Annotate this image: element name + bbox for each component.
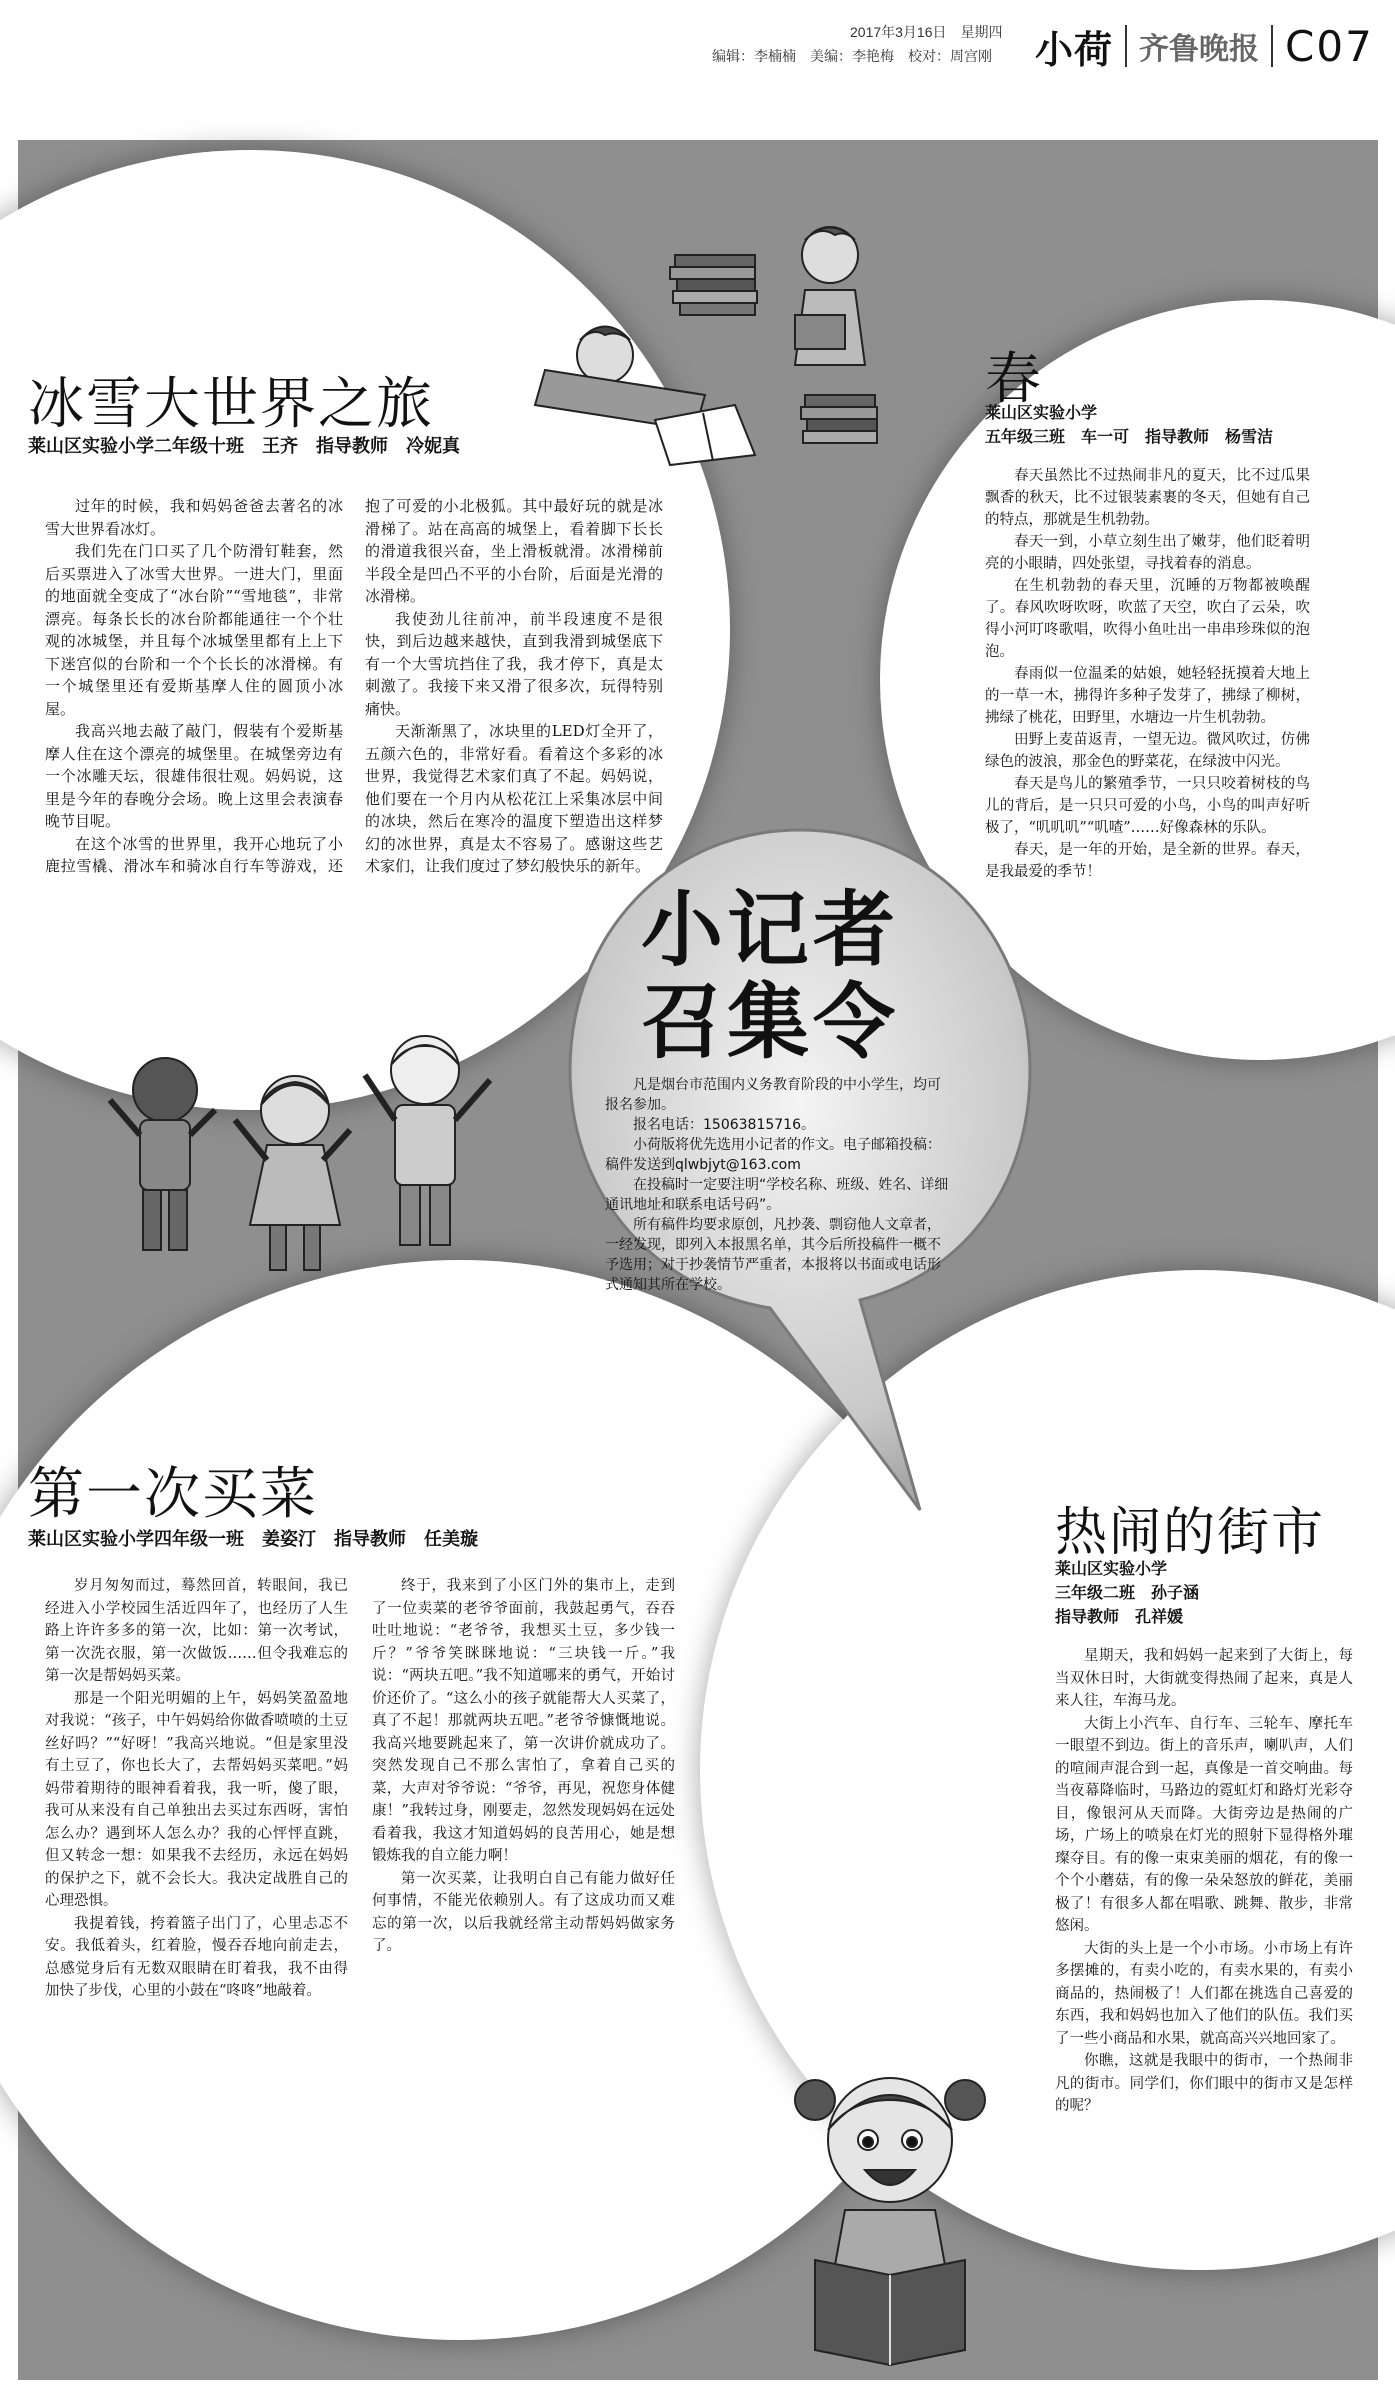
article-byline-spring-author: 五年级三班 车一可 指导教师 杨雪洁 bbox=[985, 427, 1274, 446]
notice-paragraph: 凡是烟台市范围内义务教育阶段的中小学生，均可报名参加。 bbox=[605, 1077, 941, 1113]
article-byline-groceries: 莱山区实验小学四年级一班 姜姿汀 指导教师 任美璇 bbox=[28, 1529, 478, 1550]
recruitment-title-line2: 召集令 bbox=[640, 975, 899, 1070]
newspaper-logo: 齐鲁晚报 bbox=[1139, 32, 1260, 67]
paragraph: 春天一到，小草立刻生出了嫩芽，他们眨着明亮的小眼睛，四处张望，寻找着春的消息。 bbox=[985, 534, 1310, 572]
paragraph: 春雨似一位温柔的姑娘，她轻轻抚摸着大地上的一草一木，拂得许多种子发芽了，拂绿了柳树，拂绿了桃花，田野里，水塘边一片生机勃勃。 bbox=[985, 666, 1310, 726]
paragraph: 在这个冰雪的世界里，我开心地玩了小鹿拉雪橇、滑冰车和骑冰自行车等游戏，还抱了可爱的小北极狐。其中最好玩的就是冰滑梯了。站在高高的城堡上，看着脚下长长的滑道我很兴奋，坐上滑板就滑。冰滑梯前半段全是凹凸不平的小台阶，后面是光滑的冰滑梯。 bbox=[45, 497, 663, 875]
article-byline-street-teacher: 指导教师 孔祥媛 bbox=[1055, 1607, 1184, 1626]
paragraph: 我们先在门口买了几个防滑钉鞋套，然后买票进入了冰雪大世界。一进大门，里面的地面就全变成了“冰台阶”“雪地毯”，非常漂亮。每条长长的冰台阶都能通往一个个壮观的冰城堡，并且每个冰城堡里都有上上下下迷宫似的台阶和一个个长长的冰滑梯。有一个城堡里还有爱斯基摩人住的圆顶小冰屋。 bbox=[45, 542, 343, 718]
page-number: C07 bbox=[1285, 21, 1374, 71]
masthead bbox=[1035, 20, 1374, 72]
notice-paragraph: 所有稿件均要求原创，凡抄袭、剽窃他人文章者，一经发现，即列入本报黑名单，其今后所投稿件一概不予选用；对于抄袭情节严重者，本报将以书面或电话形式通知其所在学校。 bbox=[605, 1217, 941, 1293]
paragraph: 春天虽然比不过热闹非凡的夏天，比不过瓜果飘香的秋天，比不过银装素裹的冬天，但她有自己的特点，那就是生机勃勃。 bbox=[985, 468, 1310, 528]
masthead-divider bbox=[1271, 25, 1273, 67]
article-title-street: 热闹的街市 bbox=[1055, 1503, 1326, 1563]
paragraph: 你瞧，这就是我眼中的街市，一个热闹非凡的街市。同学们，你们眼中的街市又是怎样的呢？ bbox=[1055, 2053, 1353, 2114]
article-byline-street-class: 三年级二班 孙子涵 bbox=[1055, 1583, 1200, 1602]
recruitment-notice bbox=[605, 1075, 950, 1295]
paragraph: 岁月匆匆而过，蓦然回首，转眼间，我已经进入小学校园生活近四年了，也经历了人生路上许许多多的第一次，比如：第一次考试，第一次洗衣服，第一次做饭……但令我难忘的第一次是帮妈妈买菜。 bbox=[45, 1578, 348, 1684]
paragraph: 第一次买菜，让我明白自己有能力做好任何事情，不能光依赖别人。有了这成功而又难忘的第一次，以后我就经常主动帮妈妈做家务了。 bbox=[372, 1870, 675, 1954]
article-byline-spring-school: 莱山区实验小学 bbox=[985, 403, 1098, 422]
editor-credits: 编辑：李楠楠 美编：李艳梅 校对：周宫刚 bbox=[712, 48, 992, 64]
paragraph: 我高兴地去敲了敲门，假装有个爱斯基摩人住在这个漂亮的城堡里。在城堡旁边有一个冰雕天坛，很雄伟很壮观。妈妈说，这里是今年的春晚分会场。晚上这里会表演春晚节目呢。 bbox=[45, 722, 343, 830]
recruitment-title-line1: 小记者 bbox=[640, 883, 899, 978]
paragraph: 终于，我来到了小区门外的集市上，走到了一位卖菜的老爷爷面前，我鼓起勇气，吞吞吐吐地说：“老爷爷，我想买土豆，多少钱一斤？”爷爷笑眯眯地说：“三块钱一斤。”我说：“两块五吧。”我不知道哪来的勇气，开始讨价还价了。“这么小的孩子就能帮大人买菜了，真了不起！那就两块五吧。”老爷爷慷慨地说。我高兴地要跳起来了，第一次讲价就成功了。突然发现自己不那么害怕了，拿着自己买的菜，大声对爷爷说：“爷爷，再见，祝您身体健康！”我转过身，刚要走，忽然发现妈妈在远处看着我，我这才知道妈妈的良苦用心，她是想锻炼我的自立能力啊！ bbox=[372, 1578, 675, 1864]
kids-waving-illustration bbox=[95, 1020, 525, 1290]
notice-paragraph: 小荷版将优先选用小记者的作文。电子邮箱投稿：稿件发送到qlwbjyt@163.com bbox=[605, 1137, 941, 1173]
notice-paragraph: 在投稿时一定要注明“学校名称、班级、姓名、详细通讯地址和联系电话号码”。 bbox=[605, 1177, 949, 1213]
paragraph: 我使劲儿往前冲，前半段速度不是很快，到后边越来越快，直到我滑到城堡底下有一个大雪坑挡住了我，我才停下，真是太刺激了。我接下来又滑了很多次，玩得特别痛快。 bbox=[365, 609, 663, 718]
paragraph: 春天是鸟儿的繁殖季节，一只只咬着树枝的鸟儿的背后，是一只只可爱的小鸟，小鸟的叫声好听极了，“叽叽叽”“叽喳”……好像森林的乐队。 bbox=[985, 776, 1310, 836]
paragraph: 大街上小汽车、自行车、三轮车、摩托车一眼望不到边。街上的音乐声，喇叭声，人们的喧闹声混合到一起，真像是一首交响曲。每当夜幕降临时，马路边的霓虹灯和路灯光彩夺目，像银河从天而降。大街旁边是热闹的广场，广场上的喷泉在灯光的照射下显得格外璀璨夺目。有的像一束束美丽的烟花，有的像一个个小蘑菇，有的像一朵朵怒放的鲜花，美丽极了！有很多人都在唱歌、跳舞、散步，非常悠闲。 bbox=[1055, 1715, 1353, 1934]
article-body-street bbox=[1055, 1645, 1353, 2118]
article-body-ice bbox=[45, 495, 663, 1025]
paragraph: 我提着钱，挎着篮子出门了，心里忐忑不安。我低着头，红着脸，慢吞吞地向前走去，总感觉身后有无数双眼睛在盯着我，我不由得加快了步伐，心里的小鼓在“咚咚”地敲着。 bbox=[45, 1915, 348, 1999]
paragraph: 春天，是一年的开始，是全新的世界。春天，是我最爱的季节！ bbox=[985, 842, 1310, 880]
paragraph: 田野上麦苗返青，一望无边。微风吹过，仿佛绿色的波浪，那金色的野菜花，在绿波中闪光。 bbox=[985, 732, 1310, 770]
paragraph: 大街的头上是一个小市场。小市场上有许多摆摊的，有卖小吃的，有卖水果的，有卖小商品的，热闹极了！人们都在挑选自己喜爱的东西，我和妈妈也加入了他们的队伍。我们买了一些小商品和水果，就高高兴兴地回家了。 bbox=[1055, 1940, 1353, 2047]
article-body-spring bbox=[985, 465, 1310, 883]
children-reading-illustration bbox=[505, 195, 925, 485]
paragraph: 天渐渐黑了，冰块里的LED灯全开了，五颜六色的，非常好看。看着这个多彩的冰世界，我觉得艺术家们真了不起。妈妈说，他们要在一个月内从松花江上采集冰层中间的冰块，然后在寒冷的温度下塑造出这样梦幻的冰世界，真是太不容易了。感谢这些艺术家们，让我们度过了梦幻般快乐的新年。 bbox=[365, 722, 663, 875]
article-byline-ice: 莱山区实验小学二年级十班 王齐 指导教师 冷妮真 bbox=[28, 436, 460, 457]
article-byline-street-school: 莱山区实验小学 bbox=[1055, 1559, 1168, 1578]
paragraph: 星期天，我和妈妈一起来到了大街上，每当双休日时，大街就变得热闹了起来，真是人来人往，车海马龙。 bbox=[1055, 1648, 1353, 1709]
paragraph: 过年的时候，我和妈妈爸爸去著名的冰雪大世界看冰灯。 bbox=[45, 497, 343, 538]
article-title-spring: 春 bbox=[985, 347, 1041, 412]
issue-date: 2017年3月16日 星期四 bbox=[850, 24, 1003, 40]
article-title-groceries: 第一次买菜 bbox=[28, 1462, 318, 1527]
article-body-groceries bbox=[45, 1575, 675, 2150]
girl-reading-illustration bbox=[790, 2060, 990, 2380]
recruitment-title bbox=[600, 885, 940, 1069]
notice-paragraph: 报名电话：15063815716。 bbox=[633, 1117, 815, 1133]
section-name: 小荷 bbox=[1035, 27, 1114, 72]
masthead-divider bbox=[1125, 25, 1127, 67]
paragraph: 在生机勃勃的春天里，沉睡的万物都被唤醒了。春风吹呀吹呀，吹蓝了天空，吹白了云朵，吹得小河叮咚歌唱，吹得小鱼吐出一串串珍珠似的泡泡。 bbox=[985, 578, 1310, 660]
article-title-ice: 冰雪大世界之旅 bbox=[28, 372, 434, 437]
paragraph: 那是一个阳光明媚的上午，妈妈笑盈盈地对我说：“孩子，中午妈妈给你做香喷喷的土豆丝好吗？”“好呀！”我高兴地说。“但是家里没有土豆了，你也长大了，去帮妈妈买菜吧。”妈妈带着期待的眼神看着我，我一听，傻了眼，我可从来没有自己单独出去买过东西呀，害怕怎么办？遇到坏人怎么办？我的心怦怦直跳，但又转念一想：如果我不去经历，永远在妈妈的保护之下，就不会长大。我决定战胜自己的心理恐惧。 bbox=[45, 1690, 348, 1909]
